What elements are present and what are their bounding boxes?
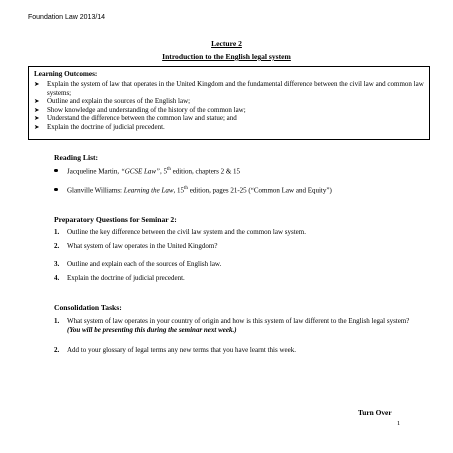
reading-text: Glanville Williams: Learning the Law, 15th edition, pages 21-25 (“Common Law and Equity”) xyxy=(67,186,332,195)
list-item xyxy=(34,114,424,123)
book-title: Learning the Law xyxy=(123,186,174,195)
list-item xyxy=(34,97,424,106)
list-item: 4. Explain the doctrine of judicial precedent. xyxy=(54,274,185,282)
outcome-text: Explain the doctrine of judicial precedent. xyxy=(47,122,165,131)
outcome-text: Show knowledge and understanding of the history of the common law; xyxy=(47,105,246,114)
list-item xyxy=(34,123,424,132)
arrow-bullet-icon: ➤ xyxy=(34,105,40,114)
learning-outcomes-list xyxy=(34,80,424,131)
list-item xyxy=(34,80,424,97)
book-title: “GCSE Law” xyxy=(120,167,160,176)
learning-outcomes-heading: Learning Outcomes: xyxy=(34,70,98,78)
bullet-icon xyxy=(54,185,67,195)
list-item xyxy=(34,106,424,115)
list-item: 1. Outline the key difference between the civil law system and the common law system. xyxy=(54,228,306,236)
page-number: 1 xyxy=(397,420,401,427)
reading-list-heading: Reading List: xyxy=(54,153,99,162)
reading-item xyxy=(54,185,424,195)
presentation-note: (You will be presenting this during the seminar next week.) xyxy=(67,325,237,334)
reading-text: Jacqueline Martin, “GCSE Law”, 5th edition, chapters 2 & 15 xyxy=(67,167,241,176)
outcome-text: Explain the system of law that operates in the United Kingdom and the fundamental difference between the civil law and common law systems; xyxy=(47,80,424,97)
bullet-icon xyxy=(54,166,67,176)
lecture-title: Introduction to the English legal system xyxy=(162,52,291,61)
list-item: 3. Outline and explain each of the sources of English law. xyxy=(54,260,222,268)
preparatory-heading: Preparatory Questions for Seminar 2: xyxy=(54,215,177,224)
arrow-bullet-icon: ➤ xyxy=(34,80,40,88)
outcome-text: Understand the difference between the common law and statue; and xyxy=(47,114,237,122)
page-header: Foundation Law 2013/14 xyxy=(28,14,106,21)
learning-outcomes-box xyxy=(28,66,430,140)
arrow-bullet-icon: ➤ xyxy=(34,114,40,122)
arrow-bullet-icon: ➤ xyxy=(34,97,40,105)
list-item: 1. What system of law operates in your country of origin and how is this system of law different to the English legal system? (You will be presenting this during the seminar next week.) xyxy=(54,317,410,334)
arrow-bullet-icon: ➤ xyxy=(34,122,40,131)
turn-over-label: Turn Over xyxy=(358,408,392,417)
lecture-number: Lecture 2 xyxy=(211,39,242,48)
consolidation-heading: Consolidation Tasks: xyxy=(54,303,122,312)
list-item: 2. Add to your glossary of legal terms any new terms that you have learnt this week. xyxy=(54,346,296,354)
reading-item xyxy=(54,166,424,176)
list-item: 2. What system of law operates in the United Kingdom? xyxy=(54,242,218,250)
outcome-text: Outline and explain the sources of the English law; xyxy=(47,97,191,105)
